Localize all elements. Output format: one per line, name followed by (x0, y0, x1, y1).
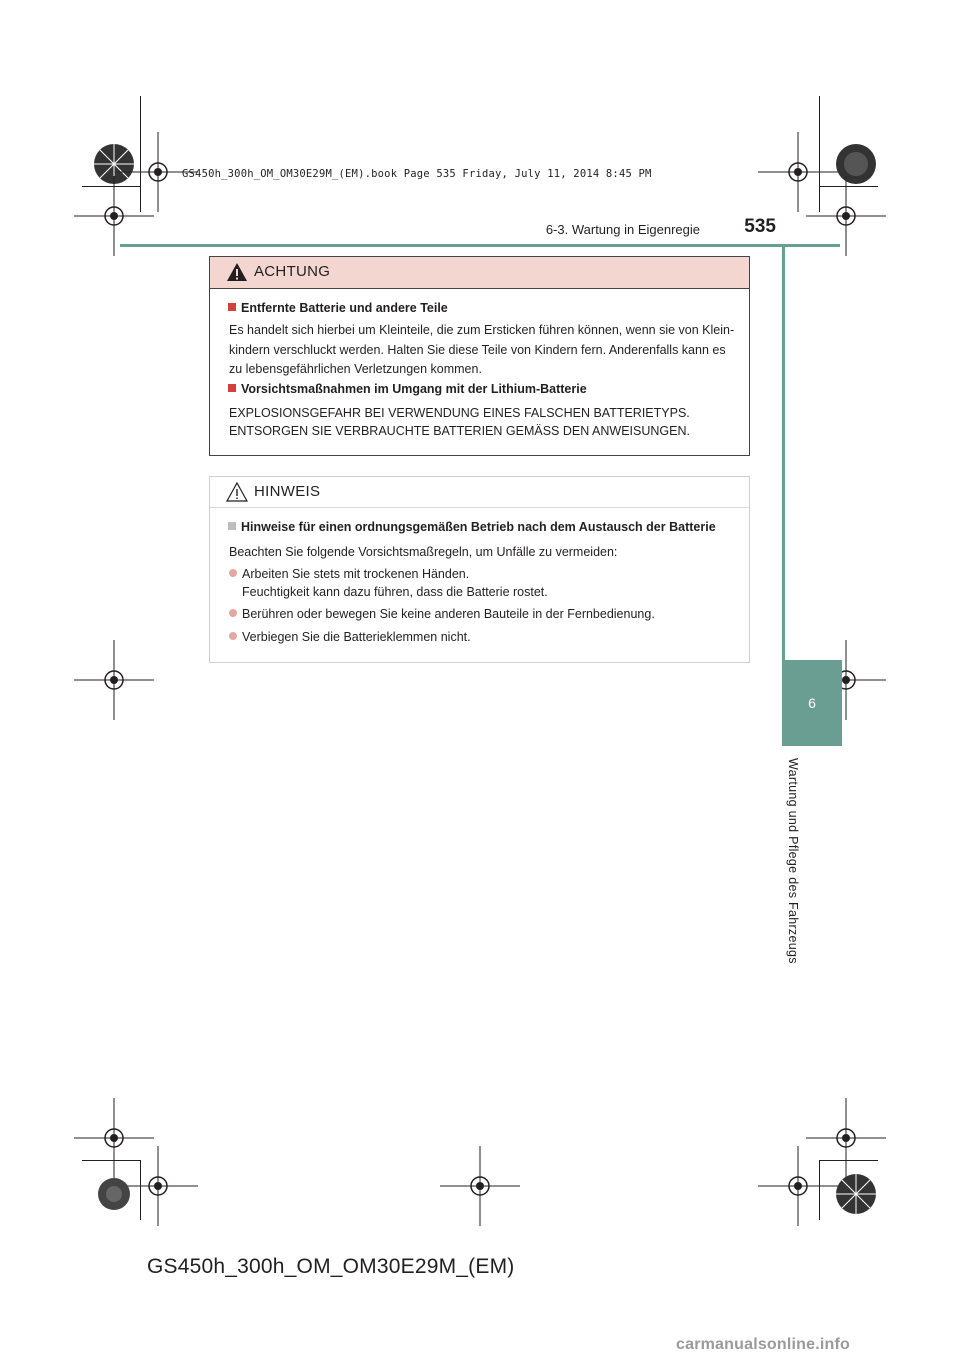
chapter-tab: 6 (782, 660, 842, 746)
watermark: carmanualsonline.info (676, 1336, 851, 1353)
notice-intro: Beachten Sie folgende Vorsichtsmaßregeln, um Unfälle zu vermeiden: (229, 545, 618, 559)
warning-text-line: zu lebensgefährlichen Verletzungen kommen. (229, 362, 482, 376)
warning-item-title-text: Entfernte Batterie und andere Teile (241, 301, 448, 315)
warning-triangle-icon (226, 262, 248, 282)
warning-text-line: EXPLOSIONSGEFAHR BEI VERWENDUNG EINES FALSCHEN BATTERIETYPS. (229, 406, 690, 420)
warning-text-line: ENTSORGEN SIE VERBRAUCHTE BATTERIEN GEMÄSS DEN ANWEISUNGEN. (229, 424, 690, 438)
crosshair-icon (74, 640, 154, 720)
square-bullet-icon (228, 384, 236, 392)
notice-item-title-text: Hinweise für einen ordnungsgemäßen Betrieb nach dem Austausch der Batterie (241, 520, 716, 534)
warning-item-title (228, 382, 587, 396)
side-tab-rule (782, 246, 785, 660)
dot-bullet-icon (229, 609, 237, 617)
square-bullet-icon (228, 522, 236, 530)
notice-item-title (228, 520, 716, 534)
square-bullet-icon (228, 303, 236, 311)
crop-line (140, 1160, 141, 1220)
notice-bullet-text: Verbiegen Sie die Batterieklemmen nicht. (242, 630, 471, 644)
chapter-title: Wartung und Pflege des Fahrzeugs (786, 758, 800, 964)
crop-line (819, 96, 820, 212)
registration-mark-icon (74, 1154, 154, 1234)
notice-label: HINWEIS (254, 483, 321, 500)
crosshair-icon (440, 1146, 520, 1226)
dot-bullet-icon (229, 569, 237, 577)
section-title: 6-3. Wartung in Eigenregie (545, 222, 700, 237)
warning-header (210, 257, 749, 289)
warning-item-title-text: Vorsichtsmaßnahmen im Umgang mit der Lithium-Batterie (241, 382, 587, 396)
document-code: GS450h_300h_OM_OM30E29M_(EM) (147, 1255, 515, 1278)
warning-box (209, 256, 750, 456)
running-header (120, 218, 840, 246)
dot-bullet-icon (229, 632, 237, 640)
notice-bullet (229, 628, 471, 647)
notice-bullet-text: Berühren oder bewegen Sie keine anderen Bauteile in der Fernbedienung. (242, 607, 655, 621)
crop-line (820, 186, 878, 187)
header-rule (120, 244, 840, 247)
crop-line (140, 96, 141, 212)
notice-bullet-text: Arbeiten Sie stets mit trockenen Händen. (242, 567, 470, 581)
crop-line (82, 1160, 140, 1161)
notice-box (209, 476, 750, 663)
crop-line (819, 1160, 820, 1220)
notice-bullet (229, 565, 469, 584)
warning-label: ACHTUNG (254, 263, 331, 280)
warning-item-title (228, 301, 448, 315)
warning-text-line: Es handelt sich hierbei um Kleinteile, die zum Ersticken führen können, wenn sie von Klein- (229, 323, 735, 337)
crop-line (82, 186, 140, 187)
crop-line (820, 1160, 878, 1161)
warning-text-line: kindern verschluckt werden. Halten Sie diese Teile von Kindern fern. Anderenfalls kann es (229, 343, 726, 357)
caution-triangle-icon (226, 482, 248, 502)
page-number: 535 (744, 216, 776, 237)
notice-bullet-continuation: Feuchtigkeit kann dazu führen, dass die Batterie rostet. (242, 585, 548, 599)
notice-bullet (229, 605, 655, 624)
notice-header (210, 477, 749, 508)
registration-mark-icon (816, 1154, 896, 1234)
book-header: GS450h_300h_OM_OM30E29M_(EM).book Page 535 Friday, July 11, 2014 8:45 PM (182, 168, 652, 180)
